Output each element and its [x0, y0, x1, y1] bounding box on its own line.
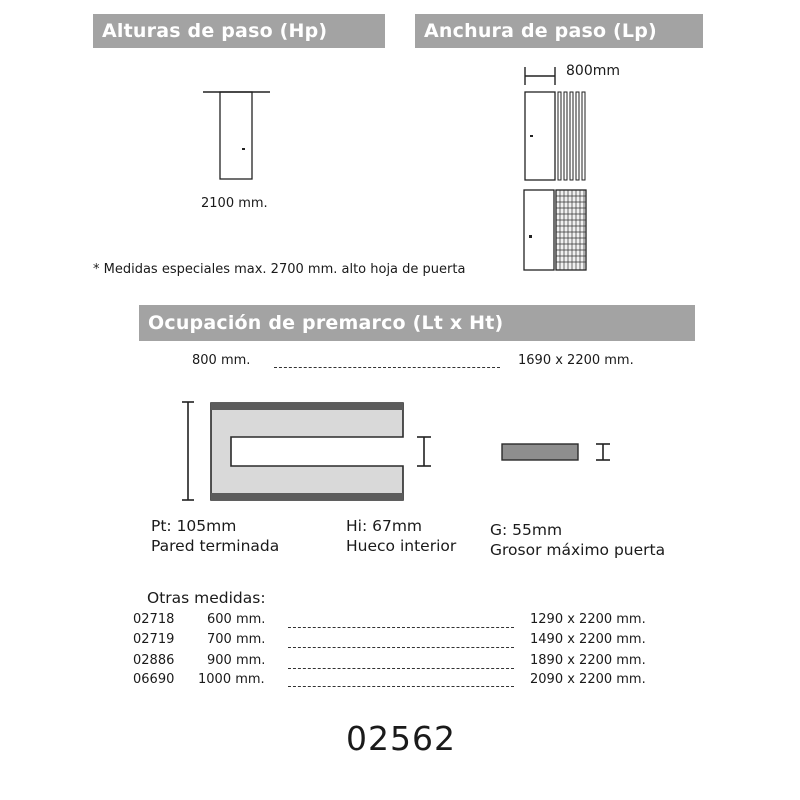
- row-size: 1890 x 2200 mm.: [530, 653, 646, 668]
- pt-value: Pt: 105mm: [151, 517, 237, 535]
- leader-line: [288, 668, 514, 669]
- premarco-width: 800 mm.: [192, 353, 251, 368]
- door-height-diagram: [203, 92, 270, 179]
- premarco-profile-diagram: [182, 402, 610, 500]
- width-value: 800mm: [566, 63, 620, 79]
- premarco-section-header: Ocupación de premarco (Lt x Ht): [139, 305, 695, 341]
- row-size: 2090 x 2200 mm.: [530, 672, 646, 687]
- special-measures-note: * Medidas especiales max. 2700 mm. alto hoja de puerta: [93, 262, 466, 277]
- height-value: 2100 mm.: [201, 196, 268, 211]
- heights-section-header: Alturas de paso (Hp): [93, 14, 385, 48]
- row-code: 02718: [133, 612, 175, 627]
- hi-label: Hueco interior: [346, 537, 457, 555]
- leader-line: [274, 367, 500, 368]
- g-value: G: 55mm: [490, 521, 563, 539]
- row-width: 700 mm.: [207, 632, 266, 647]
- row-size: 1490 x 2200 mm.: [530, 632, 646, 647]
- hi-value: Hi: 67mm: [346, 517, 423, 535]
- row-width: 600 mm.: [207, 612, 266, 627]
- row-code: 06690: [133, 672, 175, 687]
- other-measures-title: Otras medidas:: [147, 589, 266, 607]
- leader-line: [288, 686, 514, 687]
- row-width: 900 mm.: [207, 653, 266, 668]
- premarco-size: 1690 x 2200 mm.: [518, 353, 634, 368]
- pt-label: Pared terminada: [151, 537, 280, 555]
- row-width: 1000 mm.: [198, 672, 265, 687]
- door-width-diagram: [524, 67, 586, 270]
- row-code: 02719: [133, 632, 175, 647]
- leader-line: [288, 647, 514, 648]
- g-label: Grosor máximo puerta: [490, 541, 666, 559]
- row-code: 02886: [133, 653, 175, 668]
- row-size: 1290 x 2200 mm.: [530, 612, 646, 627]
- product-code: 02562: [346, 719, 456, 758]
- width-section-header: Anchura de paso (Lp): [415, 14, 703, 48]
- leader-line: [288, 627, 514, 628]
